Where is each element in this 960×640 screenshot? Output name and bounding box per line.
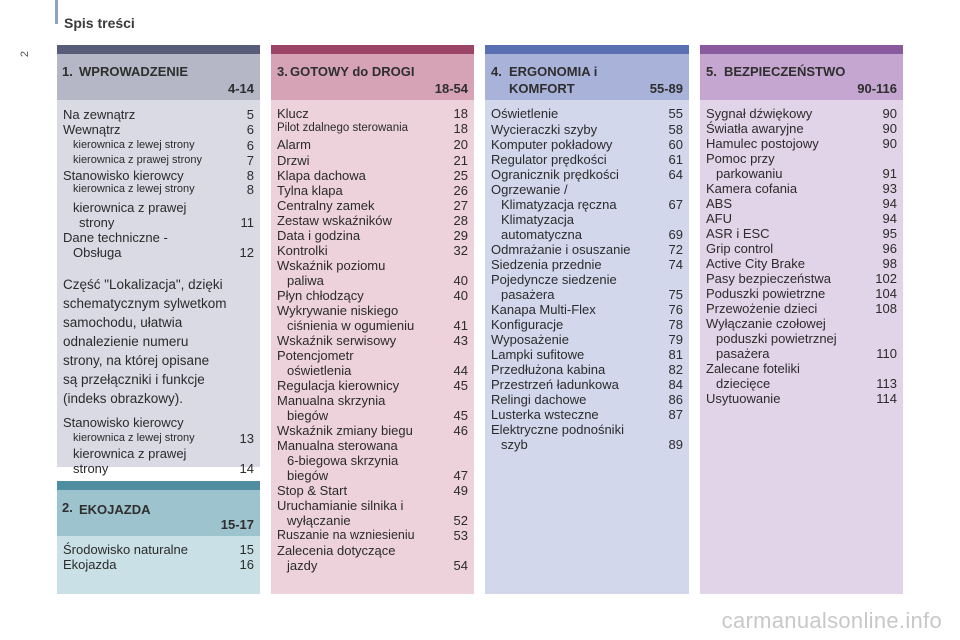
watermark: carmanualsonline.info [721,608,942,633]
section-5-title: BEZPIECZEŃSTWO [724,64,846,79]
section-4-title-line2: KOMFORT [509,81,575,96]
page-number: 2 [19,50,32,58]
section-1-header [57,54,260,100]
section-3-panel [271,45,474,594]
section-3-stripe [271,45,474,54]
section-2-header [57,490,260,536]
section-4-header [485,54,689,100]
section-2-pages: 15-17 [220,517,254,532]
section-3-header [271,54,474,100]
section-5-stripe [700,45,903,54]
section-1-number: 1. [62,64,73,79]
section-1-title: WPROWADZENIE [79,64,189,79]
section-3-pages: 18-54 [434,81,468,96]
section-2-stripe [57,481,260,490]
section-5-panel [700,45,903,594]
section-4-stripe [485,45,689,54]
section-2-body: Środowisko naturalne 15 Ekojazda 16 [57,536,260,594]
section-1-body: Na zewnątrz 5 Wewnątrz 6 kierownica z lewej strony 6 kierownica z prawej strony 7 Stanowisko kierowcy 8 kierownica z lewej strony 8 kierownica z prawej strony 11 Dane techniczne - Obsługa 12 Część "Lokalizacja", dzięki schematycznym sylwetkom samochodu, ułatwia odnalezienie numeru strony, na której opisane są przełączniki i funkcje (indeks obrazkowy). Stanowisko kierowcy kierownica z lewej strony 13 kierownica z prawej strony 14 [57,100,260,467]
section-4-body: Oświetlenie 55 Wycieraczki szyby 58 Komputer pokładowy 60 Regulator prędkości 61 Ogranicznik prędkości 64 Ogrzewanie / Klimatyzacja ręczna 67 Klimatyzacja automatyczna 69 Odmrażanie i osuszanie 72 Siedzenia przednie 74 Pojedyncze siedzenie pasażera 75 Kanapa Multi-Flex 76 Konfiguracje 78 Wyposażenie 79 Lampki sufitowe 81 Przedłużona kabina 82 Przestrzeń ładunkowa 84 Relingi dachowe 86 Lusterka wsteczne 87 Elektryczne podnośniki szyb 89 [485,100,689,594]
header-accent-bar [55,0,58,24]
section-2-number: 2. [62,500,73,515]
section-3-number: 3. [277,64,288,79]
section-4-title: ERGONOMIA i [509,64,598,79]
section-3-body: Klucz 18 Pilot zdalnego sterowania 18 Alarm 20 Drzwi 21 Klapa dachowa 25 Tylna klapa 26 Centralny zamek 27 Zestaw wskaźników 28 Data i godzina 29 Kontrolki 32 Wskaźnik poziomu paliwa 40 Płyn chłodzący 40 Wykrywanie niskiego ciśnienia w ogumieniu 41 Wskaźnik serwisowy 43 Potencjometr oświetlenia 44 Regulacja kierownicy 45 Manualna skrzynia biegów 45 Wskaźnik zmiany biegu 46 Manualna sterowana 6-biegowa skrzynia biegów 47 Stop & Start 49 Uruchamianie silnika i wyłączanie 52 Ruszanie na wzniesieniu 53 Zalecenia dotyczące jazdy 54 [271,100,474,594]
section-4-number: 4. [491,64,502,79]
page-title: Spis treści [64,15,135,31]
section-3-title: GOTOWY do DROGI [290,64,415,79]
section-2-title: EKOJAZDA [79,502,151,517]
section-1-pages: 4-14 [227,81,254,96]
section-4-pages: 55-89 [649,81,683,96]
section-4-panel [485,45,689,594]
section-5-body: Sygnał dźwiękowy 90 Światła awaryjne 90 Hamulec postojowy 90 Pomoc przy parkowaniu 91 Kamera cofania 93 ABS 94 AFU 94 ASR i ESC 95 Grip control 96 Active City Brake 98 Pasy bezpieczeństwa 102 Poduszki powietrzne 104 Przewożenie dzieci 108 Wyłączanie czołowej poduszki powietrznej pasażera 110 Zalecane foteliki dziecięce 113 Usytuowanie 114 [700,100,903,594]
section-1-panel [57,45,260,476]
section-5-pages: 90-116 [857,81,897,96]
section-1-stripe [57,45,260,54]
section-2-panel [57,481,260,594]
section-5-header [700,54,903,100]
section-5-number: 5. [706,64,717,79]
